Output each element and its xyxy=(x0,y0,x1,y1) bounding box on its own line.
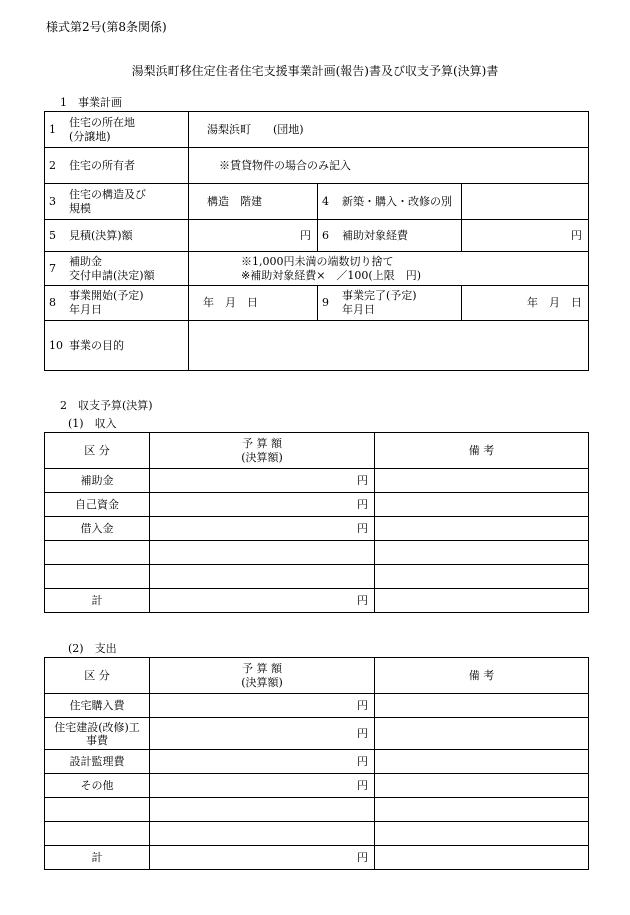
expense-row-label xyxy=(45,822,150,846)
row2-label: 2 住宅の所有者 xyxy=(45,148,189,184)
expense-row-amount: 円 xyxy=(150,694,375,718)
location-value: 湯梨浜町 (団地) xyxy=(189,112,589,148)
income-row-note xyxy=(375,541,589,565)
expense-header-category: 区 分 xyxy=(45,658,150,694)
eligible-cost-unit: 円 xyxy=(462,220,589,252)
row4-value xyxy=(462,184,589,220)
expense-row-label: 住宅購入費 xyxy=(45,694,150,718)
income-header-category: 区 分 xyxy=(45,433,150,469)
income-row-label: 借入金 xyxy=(45,517,150,541)
expense-row-note xyxy=(375,822,589,846)
expense-total-amount: 円 xyxy=(150,846,375,870)
income-row-amount: 円 xyxy=(150,493,375,517)
row6-label: 6 補助対象経費 xyxy=(318,220,462,252)
row5-label: 5 見積(決算)額 xyxy=(45,220,189,252)
row1-label: 1住宅の所在地 (分譲地) xyxy=(45,112,189,148)
row3-label: 3住宅の構造及び 規模 xyxy=(45,184,189,220)
income-total-note xyxy=(375,589,589,613)
expense-row-label xyxy=(45,798,150,822)
income-row-note xyxy=(375,517,589,541)
expense-row-label: その他 xyxy=(45,774,150,798)
estimate-unit: 円 xyxy=(189,220,318,252)
expense-row-note xyxy=(375,798,589,822)
expense-total-note xyxy=(375,846,589,870)
income-row-amount: 円 xyxy=(150,517,375,541)
section2-heading: 2 収支予算(決算) xyxy=(60,399,153,412)
income-header-note: 備 考 xyxy=(375,433,589,469)
start-date: 年 月 日 xyxy=(189,286,318,321)
expense-row-note xyxy=(375,750,589,774)
expense-total-label: 計 xyxy=(45,846,150,870)
expense-row-amount: 円 xyxy=(150,718,375,750)
expense-header-budget: 予 算 額 (決算額) xyxy=(150,658,375,694)
income-row-note xyxy=(375,565,589,589)
expense-row-note xyxy=(375,694,589,718)
income-row-amount xyxy=(150,541,375,565)
income-row-label xyxy=(45,541,150,565)
row10-label: 10 事業の目的 xyxy=(45,321,189,371)
expense-row-amount xyxy=(150,822,375,846)
expense-row-note xyxy=(375,774,589,798)
owner-value: ※賃貸物件の場合のみ記入 xyxy=(189,148,589,184)
income-row-note xyxy=(375,493,589,517)
section1-heading: 1 事業計画 xyxy=(60,96,122,109)
expense-row-label: 住宅建設(改修)工事費 xyxy=(45,718,150,750)
expense-row-note xyxy=(375,718,589,750)
income-row-label: 補助金 xyxy=(45,469,150,493)
purpose-value xyxy=(189,321,589,371)
row4-label: 4 新築・購入・改修の別 xyxy=(318,184,462,220)
document-title: 湯梨浜町移住定住者住宅支援事業計画(報告)書及び収支予算(決算)書 xyxy=(131,64,499,78)
row8-label: 8事業開始(予定) 年月日 xyxy=(45,286,189,321)
business-plan-table xyxy=(44,111,589,371)
income-total-label: 計 xyxy=(45,589,150,613)
income-heading: (1) 収入 xyxy=(68,417,117,430)
form-number: 様式第2号(第8条関係) xyxy=(46,20,167,34)
income-row-label xyxy=(45,565,150,589)
expense-heading: (2) 支出 xyxy=(68,642,117,655)
expense-row-label: 設計監理費 xyxy=(45,750,150,774)
expense-row-amount xyxy=(150,798,375,822)
income-table xyxy=(44,432,589,613)
expense-row-amount: 円 xyxy=(150,750,375,774)
expense-header-note: 備 考 xyxy=(375,658,589,694)
subsidy-notes: ※1,000円未満の端数切り捨て ※補助対象経費× ／100(上限 円) xyxy=(189,252,589,286)
income-row-label: 自己資金 xyxy=(45,493,150,517)
income-total-amount: 円 xyxy=(150,589,375,613)
expense-table xyxy=(44,657,589,870)
income-row-amount: 円 xyxy=(150,469,375,493)
expense-row-amount: 円 xyxy=(150,774,375,798)
end-date: 年 月 日 xyxy=(462,286,589,321)
row7-label: 7補助金 交付申請(決定)額 xyxy=(45,252,189,286)
income-header-budget: 予 算 額 (決算額) xyxy=(150,433,375,469)
structure-value: 構造 階建 xyxy=(189,184,318,220)
income-row-amount xyxy=(150,565,375,589)
income-row-note xyxy=(375,469,589,493)
row9-label: 9事業完了(予定) 年月日 xyxy=(318,286,462,321)
